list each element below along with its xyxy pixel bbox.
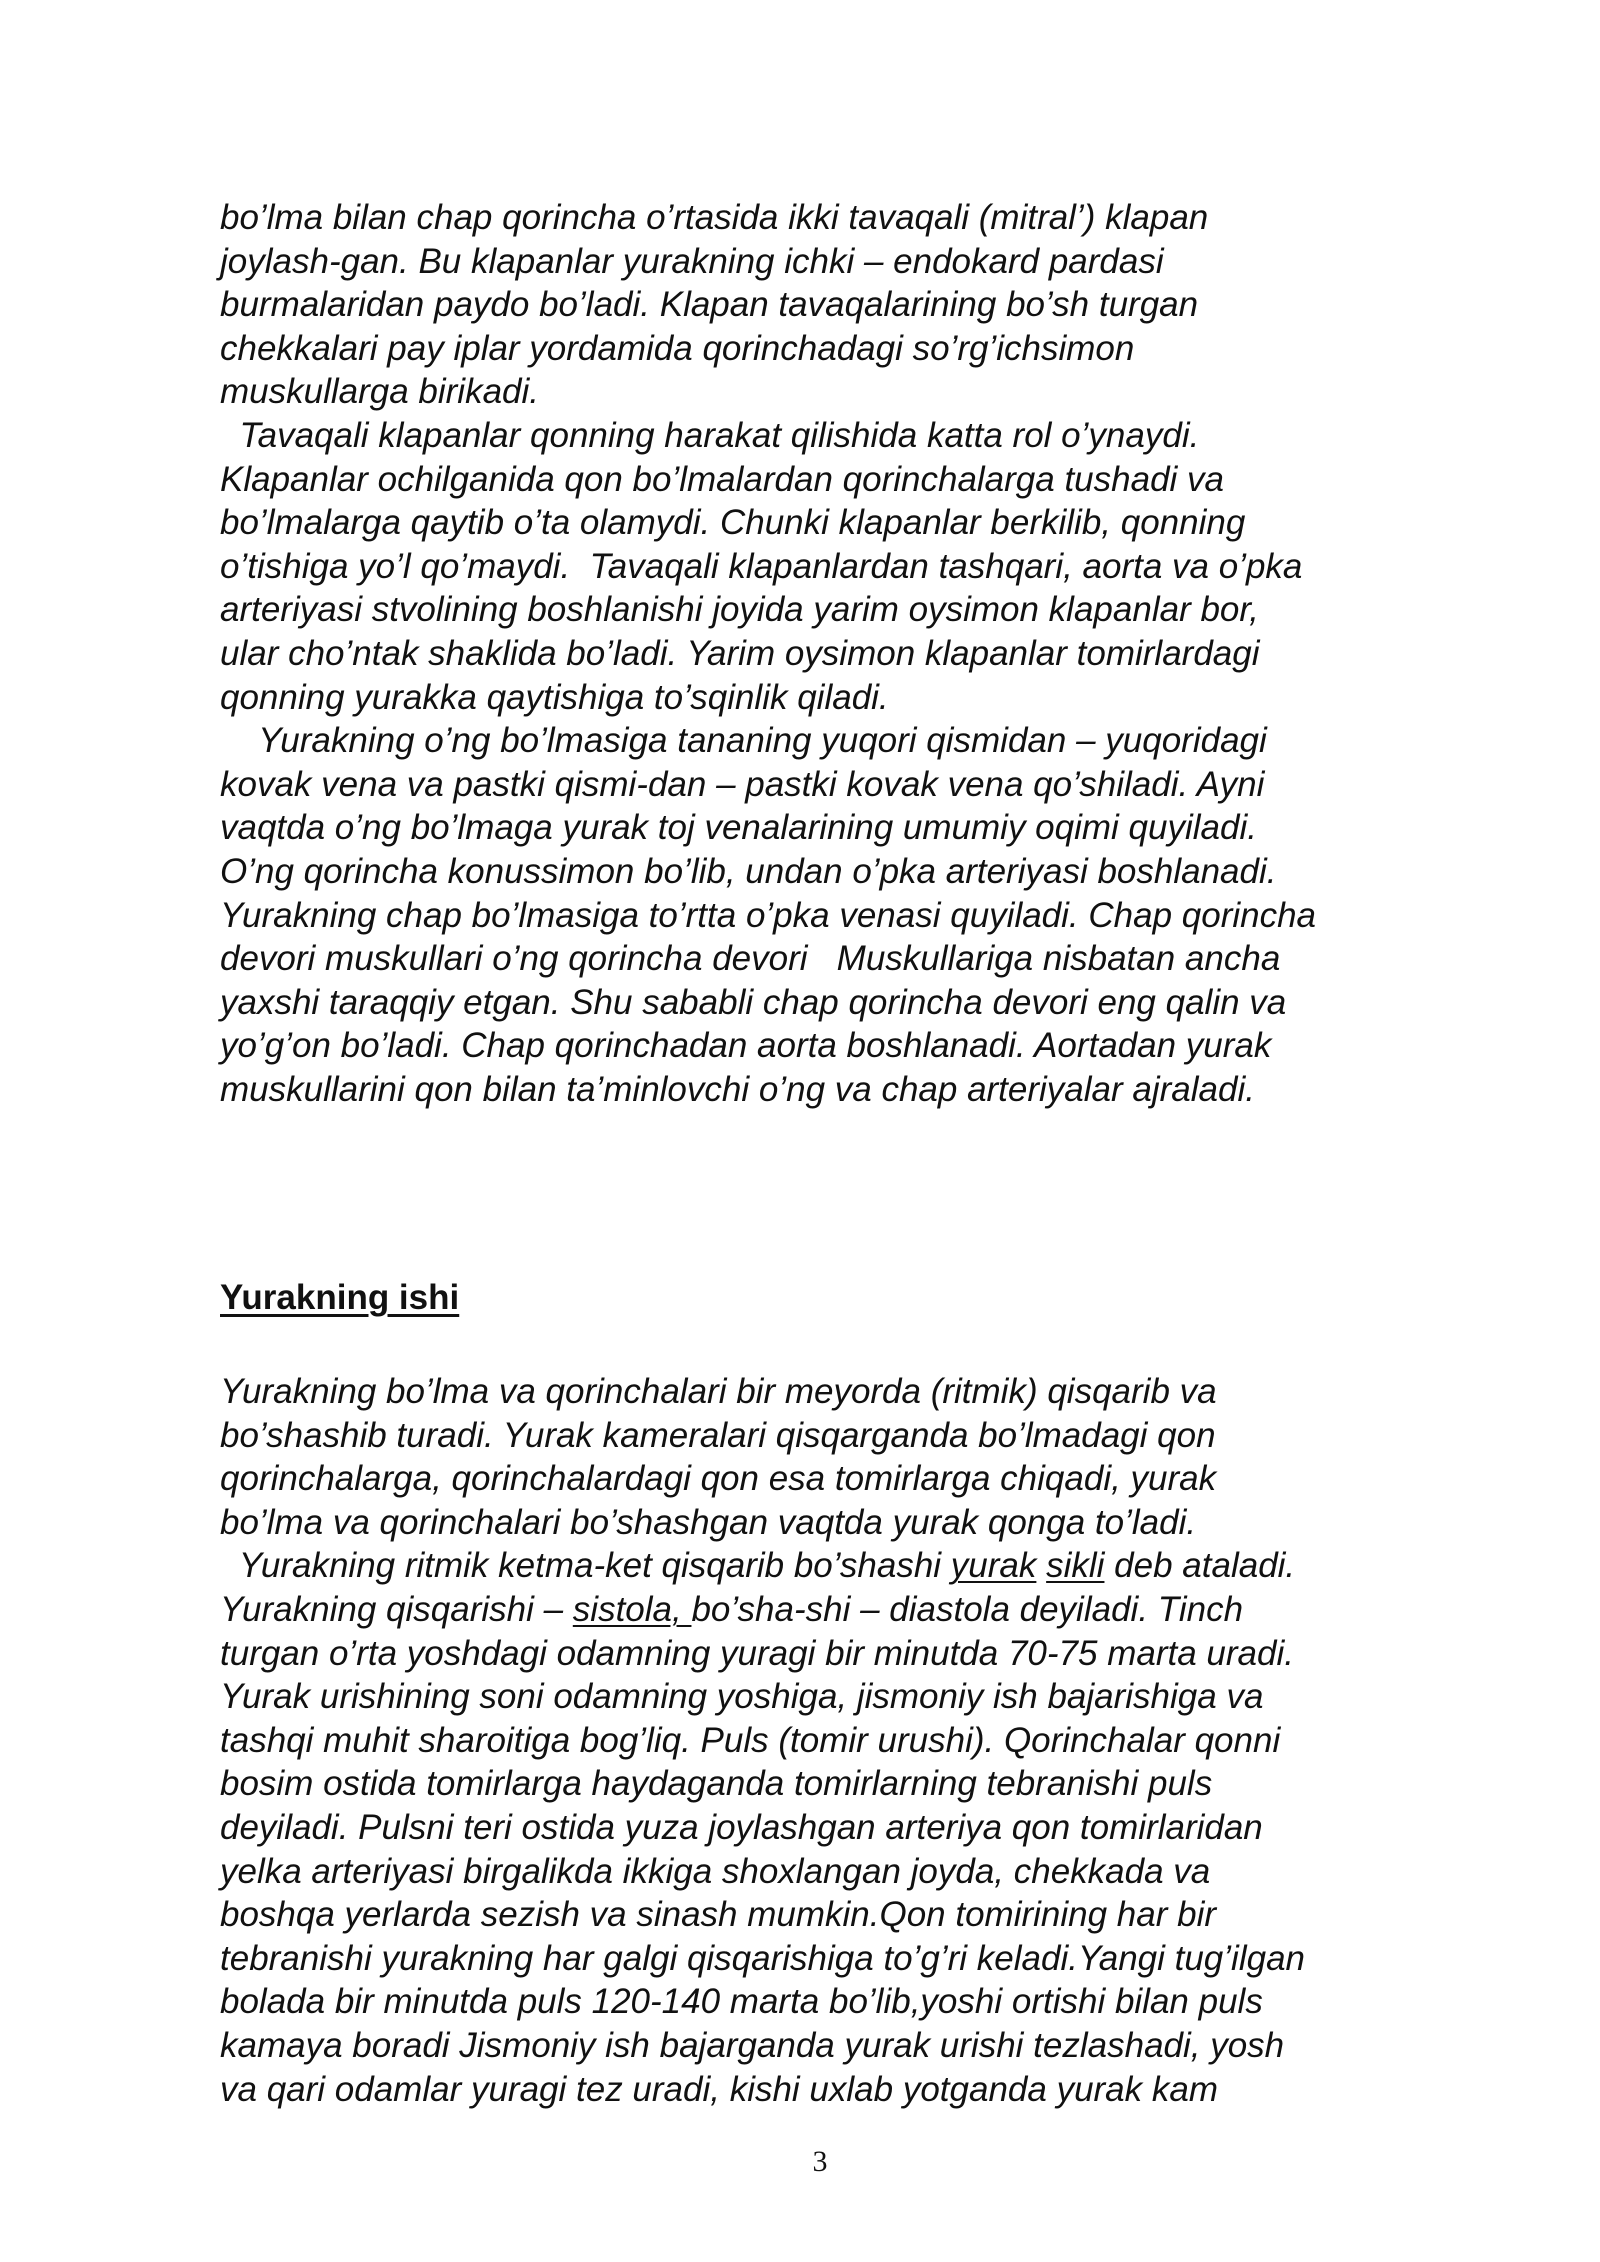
text-line: bo’lmalarga qaytib o’ta olamydi. Chunki klapanlar berkilib, qonning: [220, 503, 1246, 543]
page-number: 3: [812, 2145, 828, 2178]
text-line: kovak vena va pastki qismi-dan – pastki kovak vena qo’shiladi. Ayni: [220, 764, 1265, 804]
text-line: bosim ostida tomirlarga haydaganda tomirlarning tebranishi puls: [220, 1764, 1213, 1804]
text-line: deyiladi. Pulsni teri ostida yuza joylashgan arteriya qon tomirlaridan: [220, 1807, 1263, 1847]
text-line: bolada bir minutda puls 120-140 marta bo’lib,yoshi ortishi bilan puls: [220, 1982, 1263, 2022]
text-line: boshqa yerlarda sezish va sinash mumkin.Qon tomirining har bir: [220, 1895, 1217, 1935]
text-line: Yurakning o’ng bo’lmasiga tananing yuqori qismidan – yuqoridagi: [220, 721, 1267, 761]
text-line: Yurakning bo’lma va qorinchalari bir meyorda (ritmik) qisqarib va: [220, 1372, 1217, 1411]
text-line: yaxshi taraqqiy etgan. Shu sababli chap qorincha devori eng qalin va: [220, 982, 1287, 1022]
section-1-text: [220, 196, 1460, 1111]
text-line: vaqtda o’ng bo’lmaga yurak toj venalarining umumiy oqimi quyiladi.: [220, 808, 1257, 848]
section-2-text: [220, 1370, 1460, 2111]
text-fragment: [1036, 1546, 1046, 1585]
text-line: o’tishiga yo’l qo’maydi. Tavaqali klapanlardan tashqari, aorta va o’pka: [220, 546, 1303, 586]
text-line: arteriyasi stvolining boshlanishi joyida yarim oysimon klapanlar bor,: [220, 590, 1259, 630]
text-line-yurak-sikli: [220, 1544, 1460, 1588]
text-fragment: Yurakning qisqarishi –: [220, 1589, 573, 1629]
text-line-sistola: [220, 1588, 1460, 1632]
text-line: tashqi muhit sharoitiga bog’liq. Puls (tomir urushi). Qorinchalar qonni: [220, 1720, 1281, 1760]
text-line: yelka arteriyasi birgalikda ikkiga shoxlangan joyda, chekkada va: [220, 1851, 1211, 1891]
text-line: muskullarga birikadi.: [220, 372, 540, 412]
text-line: bo’lma va qorinchalari bo’shashgan vaqtda yurak qonga to’ladi.: [220, 1502, 1197, 1542]
text-line: bo’lma bilan chap qorincha o’rtasida ikki tavaqali (mitral’) klapan: [220, 198, 1209, 237]
text-line: va qari odamlar yuragi tez uradi, kishi uxlab yotganda yurak kam: [220, 2069, 1218, 2109]
text-line: O’ng qorincha konussimon bo’lib, undan o’pka arteriyasi boshlanadi.: [220, 851, 1277, 891]
text-line: chekkalari pay iplar yordamida qorinchadagi so’rg’ichsimon: [220, 328, 1135, 368]
text-line: burmalaridan paydo bo’ladi. Klapan tavaqalarining bo’sh turgan: [220, 285, 1199, 325]
text-fragment: deb ataladi.: [1104, 1546, 1296, 1586]
text-line: qonning yurakka qaytishiga to’sqinlik qiladi.: [220, 677, 889, 717]
text-line: ular cho’ntak shaklida bo’ladi. Yarim oysimon klapanlar tomirlardagi: [220, 633, 1260, 673]
text-line: tebranishi yurakning har galgi qisqarishiga to’g’ri keladi.Yangi tug’ilgan: [220, 1938, 1305, 1978]
text-line: qorinchalarga, qorinchalardagi qon esa tomirlarga chiqadi, yurak: [220, 1459, 1217, 1499]
text-line: Klapanlar ochilganida qon bo’lmalardan qorinchalarga tushadi va: [220, 459, 1225, 499]
text-line: joylash-gan. Bu klapanlar yurakning ichki – endokard pardasi: [220, 241, 1164, 281]
section-heading: Yurakning ishi: [220, 1278, 460, 1317]
text-line: devori muskullari o’ng qorincha devori Muskullariga nisbatan ancha: [220, 939, 1281, 979]
text-line: bo’shashib turadi. Yurak kameralari qisqarganda bo’lmadagi qon: [220, 1415, 1216, 1455]
text-line: Yurakning chap bo’lmasiga to’rtta o’pka venasi quyiladi. Chap qorincha: [220, 895, 1317, 935]
underlined-term-sikli: sikli: [1046, 1546, 1105, 1586]
text-fragment: bo’sha-shi – diastola deyiladi. Tinch: [691, 1589, 1244, 1629]
text-line: yo’g’on bo’ladi. Chap qorinchadan aorta boshlanadi. Aortadan yurak: [220, 1026, 1272, 1066]
text-line: Tavaqali klapanlar qonning harakat qilishida katta rol o’ynaydi.: [220, 415, 1200, 455]
text-fragment: Yurakning ritmik ketma-ket qisqarib bo’shashi: [220, 1546, 951, 1586]
text-line: turgan o’rta yoshdagi odamning yuragi bir minutda 70-75 marta uradi.: [220, 1633, 1294, 1673]
text-line: Yurak urishining soni odamning yoshiga, jismoniy ish bajarishiga va: [220, 1677, 1264, 1717]
text-line: kamaya boradi Jismoniy ish bajarganda yurak urishi tezlashadi, yosh: [220, 2025, 1285, 2065]
underlined-term-yurak: yurak: [950, 1546, 1037, 1586]
underlined-term-sistola: sistola,: [572, 1589, 692, 1629]
text-line: muskullarini qon bilan ta’minlovchi o’ng va chap arteriyalar ajraladi.: [220, 1069, 1255, 1109]
